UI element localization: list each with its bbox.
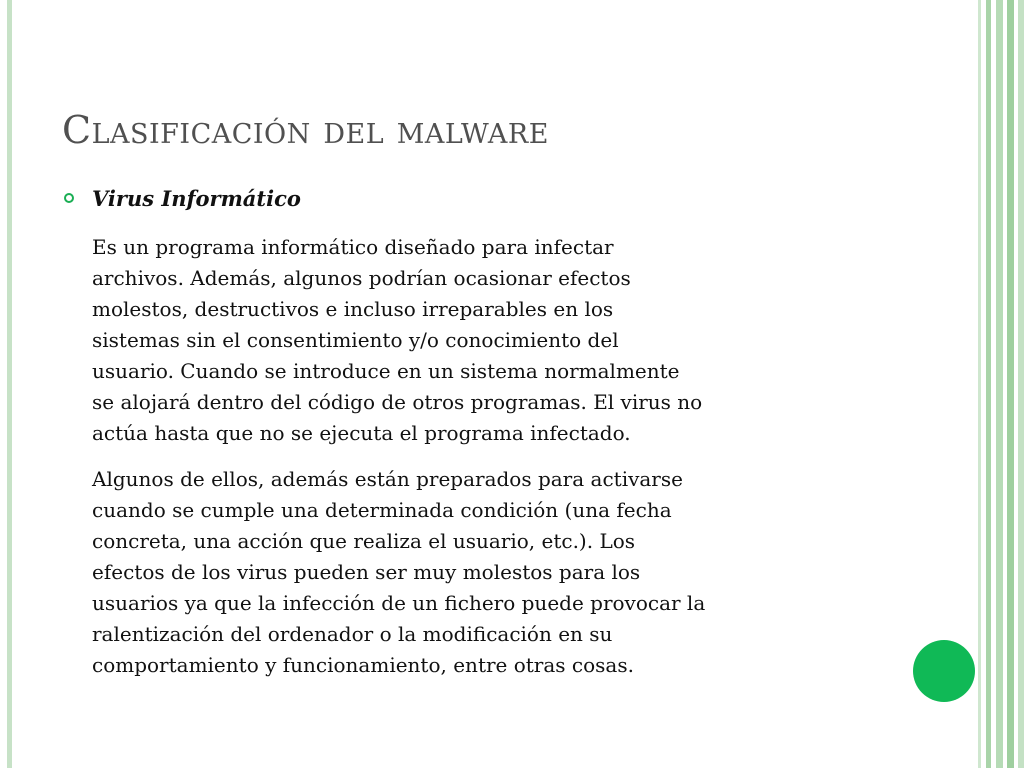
- paragraph-line: sistemas sin el consentimiento y/o conocimiento del: [92, 328, 619, 352]
- paragraph-effects: [92, 464, 882, 681]
- paragraph-line: Algunos de ellos, además están preparados para activarse: [92, 467, 683, 491]
- paragraph-line: concreta, una acción que realiza el usuario, etc.). Los: [92, 529, 636, 553]
- paragraph-line: efectos de los virus pueden ser muy molestos para los: [92, 560, 641, 584]
- left-border-stripe: [7, 0, 12, 768]
- right-decorative-stripes: [978, 0, 1024, 768]
- paragraph-line: ralentización del ordenador o la modificación en su: [92, 622, 613, 646]
- paragraph-line: archivos. Además, algunos podrían ocasionar efectos: [92, 266, 631, 290]
- paragraph-line: actúa hasta que no se ejecuta el programa infectado.: [92, 421, 631, 445]
- paragraph-line: Es un programa informático diseñado para infectar: [92, 235, 614, 259]
- paragraph-line: comportamiento y funcionamiento, entre otras cosas.: [92, 653, 634, 677]
- paragraph-line: cuando se cumple una determinada condición (una fecha: [92, 498, 672, 522]
- bullet-heading: Virus Informático: [92, 186, 301, 211]
- green-circle-decoration: [913, 640, 975, 702]
- paragraph-line: usuario. Cuando se introduce en un sistema normalmente: [92, 359, 680, 383]
- slide-title: Clasificación del malware: [62, 108, 549, 152]
- circle-bullet-icon: [64, 193, 74, 203]
- paragraph-definition: [92, 232, 882, 449]
- paragraph-line: molestos, destructivos e incluso irreparables en los: [92, 297, 614, 321]
- paragraph-line: usuarios ya que la infección de un fichero puede provocar la: [92, 591, 706, 615]
- paragraph-line: se alojará dentro del código de otros programas. El virus no: [92, 390, 703, 414]
